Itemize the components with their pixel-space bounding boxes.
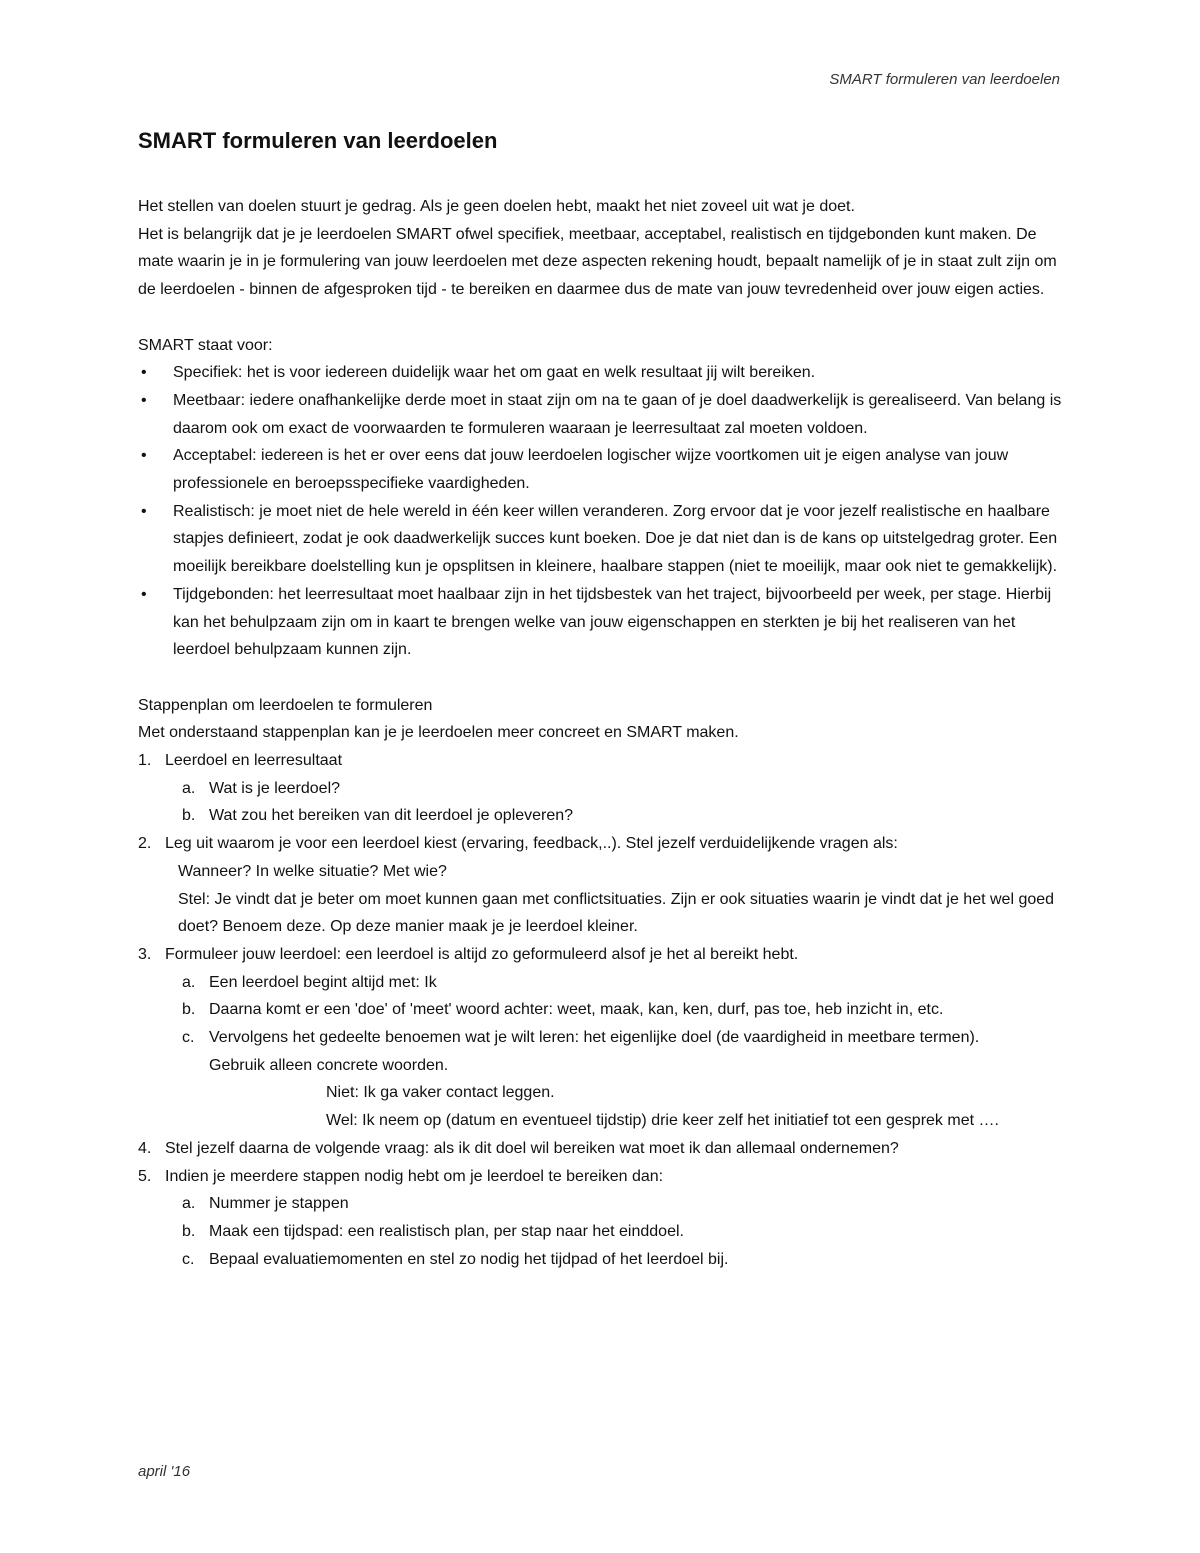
example-niet: Niet: Ik ga vaker contact leggen. bbox=[326, 1084, 555, 1102]
smart-item-acceptabel bbox=[138, 442, 1063, 497]
substep bbox=[182, 1218, 1063, 1246]
substep-letter: a. bbox=[182, 1195, 196, 1213]
substep-letter: a. bbox=[182, 779, 196, 797]
step-text: Formuleer jouw leerdoel: een leerdoel is altijd zo geformuleerd alsof je het al bereikt hebt. bbox=[165, 945, 799, 963]
substep bbox=[182, 1246, 1063, 1274]
bullet-icon: • bbox=[141, 364, 147, 382]
substep-text: Bepaal evaluatiemomenten en stel zo nodig het tijdpad of het leerdoel bij. bbox=[209, 1250, 729, 1268]
step-2 bbox=[138, 830, 1063, 941]
substeps-list bbox=[165, 1190, 1063, 1273]
step-1 bbox=[138, 747, 1063, 830]
smart-item-meetbaar bbox=[138, 387, 1063, 442]
plan-intro: Met onderstaand stappenplan kan je je leerdoelen meer concreet en SMART maken. bbox=[138, 724, 739, 742]
bullet-icon: • bbox=[141, 447, 147, 465]
plan-heading: Stappenplan om leerdoelen te formuleren bbox=[138, 696, 433, 714]
step-number: 4. bbox=[138, 1139, 152, 1157]
step-text: Indien je meerdere stappen nodig hebt om je leerdoel te bereiken dan: bbox=[165, 1167, 664, 1185]
substep-text: Daarna komt er een 'doe' of 'meet' woord achter: weet, maak, kan, ken, durf, pas toe, heb inzicht in, etc. bbox=[209, 1001, 944, 1019]
step-number: 5. bbox=[138, 1167, 152, 1185]
steps-list bbox=[138, 747, 1063, 1273]
intro-paragraph-2: Het is belangrijk dat je je leerdoelen SMART ofwel specifiek, meetbaar, acceptabel, realistisch en tijdgebonden kunt maken. De mate waarin je in je formulering van jouw leerdoelen met deze aspecten rekening houdt, bepaalt namelijk of je in staat zult zijn om de leerdoelen - binnen de afgesproken tijd - te bereiken en daarmee dus de mate van jouw tevredenheid over jouw eigen acties. bbox=[138, 225, 1057, 299]
substeps-list bbox=[165, 775, 1063, 830]
substep bbox=[182, 996, 1063, 1024]
step-number: 1. bbox=[138, 752, 152, 770]
step-text: Leerdoel en leerresultaat bbox=[165, 752, 343, 770]
step-5 bbox=[138, 1163, 1063, 1274]
running-footer: april '16 bbox=[138, 1463, 191, 1480]
substep-letter: c. bbox=[182, 1029, 195, 1047]
step-questions: Wanneer? In welke situatie? Met wie? bbox=[178, 862, 447, 880]
smart-item-label: Acceptabel: bbox=[173, 447, 257, 465]
smart-item-specifiek bbox=[138, 359, 1063, 387]
step-text: Stel jezelf daarna de volgende vraag: als ik dit doel wil bereiken wat moet ik dan allemaal ondernemen? bbox=[165, 1139, 899, 1157]
smart-item-text: iedereen is het er over eens dat jouw leerdoelen logischer wijze voortkomen uit je eigen analyse van jouw professionele en beroepsspecifieke vaardigheden. bbox=[173, 447, 1009, 493]
substep-letter: b. bbox=[182, 1222, 196, 1240]
substep-letter: b. bbox=[182, 1001, 196, 1019]
substeps-list bbox=[165, 969, 1063, 1135]
substep-letter: a. bbox=[182, 973, 196, 991]
running-header: SMART formuleren van leerdoelen bbox=[829, 71, 1060, 88]
substep-text: Nummer je stappen bbox=[209, 1195, 349, 1213]
step-3 bbox=[138, 941, 1063, 1135]
smart-item-text: iedere onafhankelijke derde moet in staat zijn om na te gaan of je doel daadwerkelijk is gerealiseerd. Van belang is daarom ook om exact de voorwaarden te formuleren waaraan je leerresultaat zal moeten voldoen. bbox=[173, 391, 1062, 437]
step-example: Stel: Je vindt dat je beter om moet kunnen gaan met conflictsituaties. Zijn er ook situaties waarin je vindt dat je het wel goed doet? Benoem deze. Op deze manier maak je je leerdoel kleiner. bbox=[178, 890, 1055, 936]
smart-item-text: je moet niet de hele wereld in één keer willen veranderen. Zorg ervoor dat je voor jezelf realistische en haalbare stapjes definieert, zodat je ook daadwerkelijk succes kunt boeken. Doe je dat niet dan is de kans op uitstelgedrag groter. Een moeilijk bereikbare doelstelling kun je opsplitsen in kleinere, haalbare stappen (niet te moeilijk, maar ook niet te gemakkelijk). bbox=[173, 502, 1058, 576]
substep-text: Maak een tijdspad: een realistisch plan, per stap naar het einddoel. bbox=[209, 1222, 684, 1240]
smart-list bbox=[138, 359, 1063, 664]
step-4 bbox=[138, 1135, 1063, 1163]
substep-text: Wat zou het bereiken van dit leerdoel je opleveren? bbox=[209, 807, 574, 825]
smart-item-label: Realistisch: bbox=[173, 502, 255, 520]
substep-text: Wat is je leerdoel? bbox=[209, 779, 341, 797]
document-body bbox=[138, 193, 1063, 1273]
substep-letter: b. bbox=[182, 807, 196, 825]
example-wel: Wel: Ik neem op (datum en eventueel tijdstip) drie keer zelf het initiatief tot een gesprek met …. bbox=[326, 1112, 999, 1130]
bullet-icon: • bbox=[141, 502, 147, 520]
substep-note: Gebruik alleen concrete woorden. bbox=[209, 1056, 449, 1074]
smart-item-label: Specifiek: bbox=[173, 364, 243, 382]
substep-text: Vervolgens het gedeelte benoemen wat je wilt leren: het eigenlijke doel (de vaardigheid in meetbare termen). bbox=[209, 1029, 980, 1047]
smart-item-text: het leerresultaat moet haalbaar zijn in het tijdsbestek van het traject, bijvoorbeeld per week, per stage. Hierbij kan het behulpzaam zijn om in kaart te brengen welke van jouw eigenschappen en sterkten je bij het realiseren van het leerdoel behulpzaam kunnen zijn. bbox=[173, 585, 1052, 659]
smart-item-text: het is voor iedereen duidelijk waar het om gaat en welk resultaat jij wilt bereiken. bbox=[242, 364, 816, 382]
bullet-icon: • bbox=[141, 391, 147, 409]
smart-item-label: Tijdgebonden: bbox=[173, 585, 274, 603]
smart-item-label: Meetbaar: bbox=[173, 391, 246, 409]
substep-letter: c. bbox=[182, 1250, 195, 1268]
smart-heading: SMART staat voor: bbox=[138, 336, 273, 354]
substep bbox=[182, 802, 1063, 830]
step-number: 3. bbox=[138, 945, 152, 963]
substep-text: Een leerdoel begint altijd met: Ik bbox=[209, 973, 437, 991]
smart-item-tijdgebonden bbox=[138, 581, 1063, 664]
document-title: SMART formuleren van leerdoelen bbox=[138, 128, 498, 153]
substep bbox=[182, 1024, 1063, 1135]
substep bbox=[182, 775, 1063, 803]
bullet-icon: • bbox=[141, 585, 147, 603]
intro-paragraph-1: Het stellen van doelen stuurt je gedrag. Als je geen doelen hebt, maakt het niet zoveel uit wat je doet. bbox=[138, 198, 855, 215]
substep bbox=[182, 969, 1063, 997]
step-text: Leg uit waarom je voor een leerdoel kiest (ervaring, feedback,..). Stel jezelf verduidelijkende vragen als: bbox=[165, 835, 898, 853]
smart-item-realistisch bbox=[138, 498, 1063, 581]
substep bbox=[182, 1190, 1063, 1218]
step-number: 2. bbox=[138, 835, 152, 853]
